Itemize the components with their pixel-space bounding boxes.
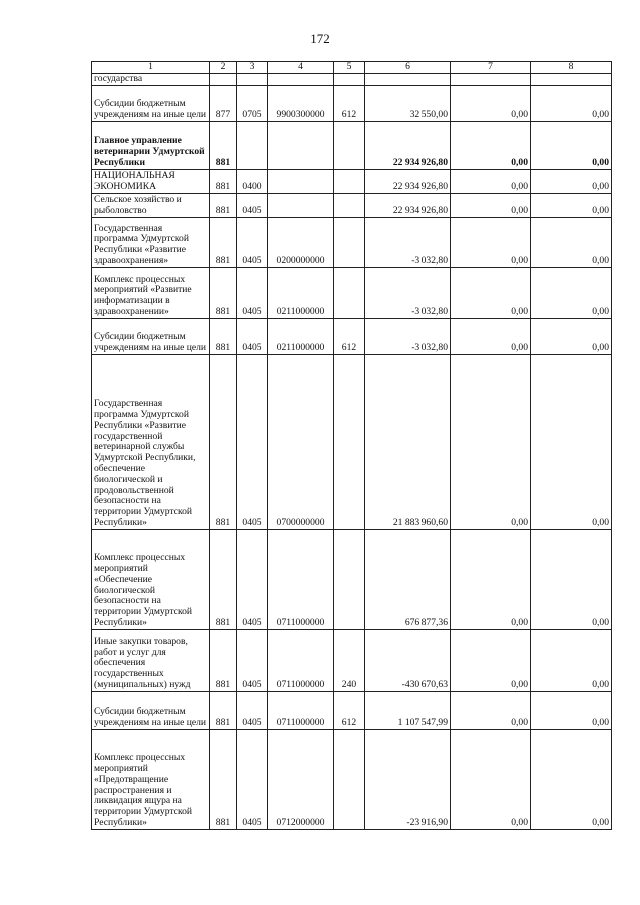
table-cell-col4: 9900300000: [268, 85, 334, 121]
table-cell-col8: 0,00: [531, 729, 612, 829]
table-cell-col8: [531, 74, 612, 86]
table-cell-col4: [268, 74, 334, 86]
header-row: [92, 62, 612, 74]
table-cell-col8: 0,00: [531, 193, 612, 217]
table-row: [92, 529, 612, 629]
table-cell-col5: [334, 354, 365, 529]
table-cell-col4: 0712000000: [268, 729, 334, 829]
table-cell-col5: 612: [334, 691, 365, 729]
table-row: [92, 267, 612, 318]
table-cell-col2: 881: [210, 121, 237, 169]
table-cell-col8: 0,00: [531, 121, 612, 169]
table-cell-col8: 0,00: [531, 217, 612, 267]
table-cell-name: НАЦИОНАЛЬНАЯ ЭКОНОМИКА: [92, 169, 210, 193]
table-cell-name: Комплекс процессных мероприятий «Развитие информатизации в здравоохранении»: [92, 267, 210, 318]
table-cell-col7: 0,00: [451, 217, 531, 267]
table-cell-name: Сельское хозяйство и рыболовство: [92, 193, 210, 217]
table-cell-col7: 0,00: [451, 121, 531, 169]
table-cell-col2: [210, 74, 237, 86]
table-cell-col6: -23 916,90: [365, 729, 451, 829]
table-cell-col4: 0200000000: [268, 217, 334, 267]
table-cell-col7: 0,00: [451, 193, 531, 217]
table-cell-col3: 0400: [237, 169, 268, 193]
table-cell-col2: 881: [210, 169, 237, 193]
table-cell-col8: 0,00: [531, 529, 612, 629]
table-cell-col7: 0,00: [451, 267, 531, 318]
table-cell-col3: 0405: [237, 629, 268, 691]
table-cell-col2: 881: [210, 318, 237, 354]
table-cell-col5: 612: [334, 85, 365, 121]
table-cell-col7: [451, 74, 531, 86]
table-cell-col8: 0,00: [531, 169, 612, 193]
column-header: 7: [451, 62, 531, 74]
table-cell-col5: [334, 217, 365, 267]
table-cell-col7: 0,00: [451, 729, 531, 829]
table-cell-col7: 0,00: [451, 629, 531, 691]
table-cell-name: Главное управление ветеринарии Удмуртской Республики: [92, 121, 210, 169]
table-cell-col6: 22 934 926,80: [365, 121, 451, 169]
table-cell-col2: 881: [210, 217, 237, 267]
table-cell-col5: [334, 267, 365, 318]
table-cell-col7: 0,00: [451, 318, 531, 354]
table-row: [92, 318, 612, 354]
table-cell-col8: 0,00: [531, 85, 612, 121]
budget-table: [91, 61, 612, 830]
table-cell-name: Государственная программа Удмуртской Республики «Развитие государственной ветеринарной службы Удмуртской Республики, обеспечение биологической и продовольственной безопасности на территории Удмуртской Республики»: [92, 354, 210, 529]
table-cell-col6: [365, 74, 451, 86]
table-cell-col4: 0711000000: [268, 629, 334, 691]
table-cell-col4: [268, 169, 334, 193]
table-cell-name: Комплекс процессных мероприятий «Предотвращение распространения и ликвидация ящура на территории Удмуртской Республики»: [92, 729, 210, 829]
table-row: [92, 121, 612, 169]
table-cell-col2: 881: [210, 729, 237, 829]
table-cell-col2: 881: [210, 193, 237, 217]
table-cell-col5: 612: [334, 318, 365, 354]
column-header: 5: [334, 62, 365, 74]
table-cell-col5: [334, 193, 365, 217]
table-cell-col5: [334, 729, 365, 829]
table-cell-col3: 0405: [237, 318, 268, 354]
table-cell-col4: [268, 121, 334, 169]
table-cell-col2: 881: [210, 354, 237, 529]
table-cell-col4: 0711000000: [268, 529, 334, 629]
table-cell-name: государства: [92, 74, 210, 86]
table-cell-name: Государственная программа Удмуртской Республики «Развитие здравоохранения»: [92, 217, 210, 267]
table-row: [92, 74, 612, 86]
table-cell-col6: 21 883 960,60: [365, 354, 451, 529]
table-cell-col3: 0405: [237, 354, 268, 529]
table-cell-col4: 0711000000: [268, 691, 334, 729]
table-cell-col3: [237, 74, 268, 86]
table-cell-col7: 0,00: [451, 169, 531, 193]
table-cell-col7: 0,00: [451, 85, 531, 121]
table-cell-col8: 0,00: [531, 354, 612, 529]
table-cell-col6: 1 107 547,99: [365, 691, 451, 729]
table-cell-col5: [334, 529, 365, 629]
table-row: [92, 217, 612, 267]
table-cell-col4: 0211000000: [268, 267, 334, 318]
table-cell-col5: [334, 121, 365, 169]
table-cell-col4: 0700000000: [268, 354, 334, 529]
table-row: [92, 169, 612, 193]
table-row: [92, 193, 612, 217]
column-header: 3: [237, 62, 268, 74]
table-cell-col8: 0,00: [531, 318, 612, 354]
table-cell-col3: 0405: [237, 729, 268, 829]
table-row: [92, 85, 612, 121]
table-cell-col3: 0705: [237, 85, 268, 121]
table-cell-col6: 676 877,36: [365, 529, 451, 629]
table-cell-col7: 0,00: [451, 354, 531, 529]
table-cell-col2: 877: [210, 85, 237, 121]
column-header: 1: [92, 62, 210, 74]
table-cell-col2: 881: [210, 267, 237, 318]
table-cell-col6: -3 032,80: [365, 217, 451, 267]
table-cell-col6: 22 934 926,80: [365, 169, 451, 193]
table-cell-col6: -430 670,63: [365, 629, 451, 691]
table-cell-col3: 0405: [237, 217, 268, 267]
table-cell-col4: 0211000000: [268, 318, 334, 354]
table-cell-name: Субсидии бюджетным учреждениям на иные цели: [92, 85, 210, 121]
table-row: [92, 691, 612, 729]
table-cell-col3: 0405: [237, 193, 268, 217]
table-cell-col8: 0,00: [531, 267, 612, 318]
table-cell-name: Иные закупки товаров, работ и услуг для обеспечения государственных (муниципальных) нужд: [92, 629, 210, 691]
column-header: 4: [268, 62, 334, 74]
table-cell-col3: 0405: [237, 529, 268, 629]
table-cell-col6: -3 032,80: [365, 267, 451, 318]
table-cell-col3: [237, 121, 268, 169]
table-cell-col5: 240: [334, 629, 365, 691]
table-cell-col5: [334, 74, 365, 86]
table-cell-col8: 0,00: [531, 629, 612, 691]
table-cell-col7: 0,00: [451, 529, 531, 629]
table-cell-col7: 0,00: [451, 691, 531, 729]
column-header: 2: [210, 62, 237, 74]
page-number: 172: [310, 31, 330, 46]
table-cell-col8: 0,00: [531, 691, 612, 729]
table-row: [92, 629, 612, 691]
table-cell-col2: 881: [210, 691, 237, 729]
table-cell-col4: [268, 193, 334, 217]
table-row: [92, 729, 612, 829]
table-cell-name: Комплекс процессных мероприятий «Обеспечение биологической безопасности на территории Удмуртской Республики»: [92, 529, 210, 629]
table-cell-col6: 32 550,00: [365, 85, 451, 121]
table-cell-col5: [334, 169, 365, 193]
table-cell-col2: 881: [210, 629, 237, 691]
column-header: 6: [365, 62, 451, 74]
table-cell-name: Субсидии бюджетным учреждениям на иные цели: [92, 318, 210, 354]
table-cell-name: Субсидии бюджетным учреждениям на иные цели: [92, 691, 210, 729]
table-row: [92, 354, 612, 529]
table-cell-col3: 0405: [237, 691, 268, 729]
table-cell-col2: 881: [210, 529, 237, 629]
column-header: 8: [531, 62, 612, 74]
table-cell-col3: 0405: [237, 267, 268, 318]
table-cell-col6: 22 934 926,80: [365, 193, 451, 217]
table-cell-col6: -3 032,80: [365, 318, 451, 354]
